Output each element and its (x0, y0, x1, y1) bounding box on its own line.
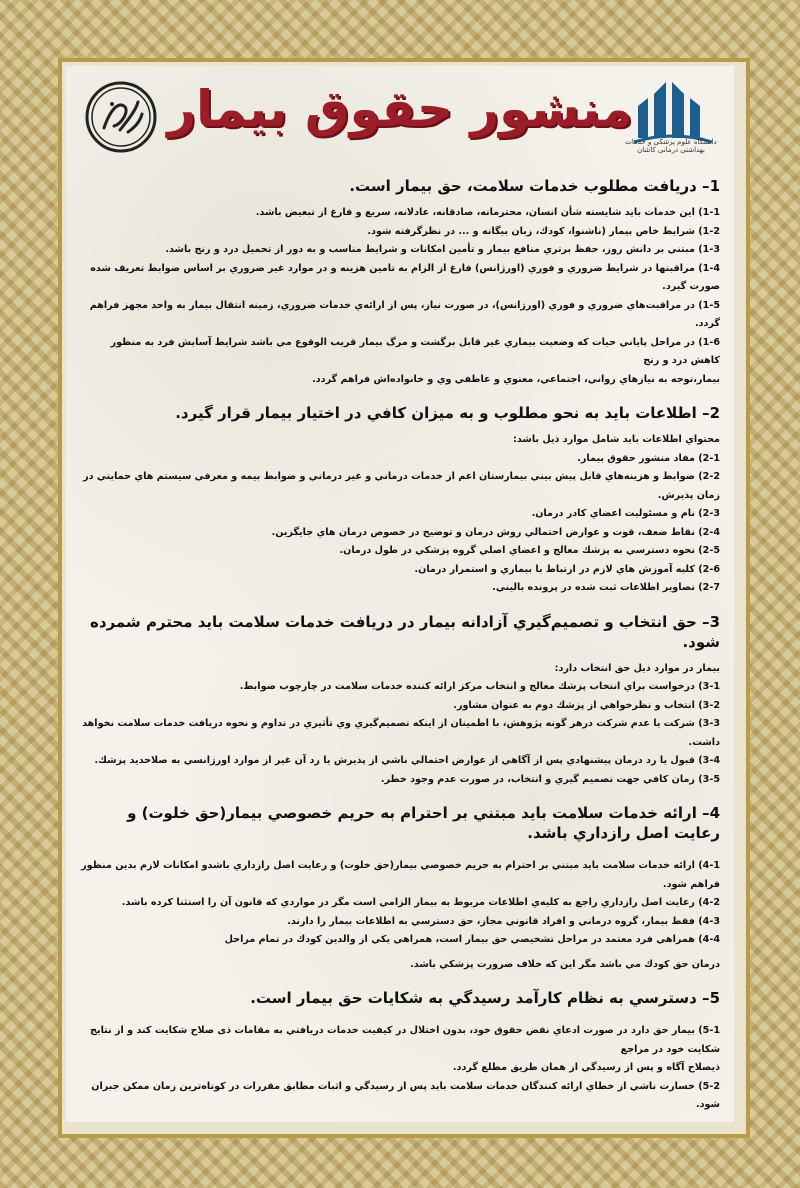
list-item: 2-2) ضوابط و هزينه‌هاي قابل پيش بيني بيمارستان اعم از خدمات درماني و غير درماني و ضوابط بيمه و معرفي سيستم هاي حمايتي در زمان پذيرش. (83, 471, 720, 501)
page-title: منشور حقوق بيمار (167, 80, 633, 138)
list-item: ذيصلاح آگاه و پس از رسيدگي از همان طريق مطلع گردد. (452, 1062, 720, 1073)
charter-document (66, 66, 734, 1122)
list-item: 5-1) بيمار حق دارد در صورت ادعاي نقض حقوق خود، بدون اختلال در كيفيت خدمات دريافتي به مقامات ذی صلاح شكايت كند و از نتايج شكايت خود در مراجع (90, 1025, 720, 1055)
list-item: 2-3) نام و مسئوليت اعضاي كادر درمان. (531, 508, 720, 519)
list-item: 1-3) مبتني بر دانش روز، حفظ برتري منافع بيمار و تأمين امكانات و شرايط مناسب و به دور از تحميل درد و رنج باشد. (165, 244, 720, 255)
list-item: 2-1) مفاد منشور حقوق بيمار. (577, 452, 720, 464)
section-heading: 1– دريافت مطلوب خدمات سلامت، حق بيمار است. (349, 177, 720, 195)
list-item: 4-4) همراهي فرد معتمد در مراحل تشخيصي حق بيمار است، همراهي يكي از والدين كودك در تمام مراحل (224, 934, 720, 945)
list-item: 1-4) مراقبتها در شرايط ضروري و فوري (اورژانس) فارغ از الزام به تامين هزينه و در موارد غير ضروري بر اساس ضوابط تعريف شده صورت گيرد. (90, 262, 720, 292)
list-item: 3-1) درخواست براي انتخاب پزشك معالج و انتخاب مركز ارائه كننده خدمات سلامت در چارچوب ضوابط. (239, 681, 720, 692)
list-item: 3-4) قبول يا رد درمان پيشنهادي پس از آگاهي از عوارض احتمالي ناشي از پذيرش يا رد آن غير از موارد اورژانسي به صلاحديد پزشك. (94, 755, 720, 766)
list-item: 1-5) در مراقبت‌هاي ضروري و فوري (اورژانس)، در صورت نياز، پس از ارائه‌ي خدمات ضروري، زمينه انتقال بيمار به واحد مجهز فراهم گردد. (89, 299, 720, 329)
list-item: 2-5) نحوه دسترسي به پزشك معالج و اعضاي اصلي گروه پزشكي در طول درمان. (339, 545, 720, 556)
list-item: 4-3) فقط بيمار، گروه درماني و افراد قانوني مجاز، حق دسترسي به اطلاعات بيمار را دارند. (287, 915, 720, 927)
list-item: 2-4) نقاط ضعف، قوت و عوارض احتمالي روش درمان و توضيح در خصوص درمان هاي جايگزين. (271, 526, 720, 538)
list-item: 5-2) خسارت ناشي از خطاي ارائه كنندگان خدمات سلامت بايد پس از رسيدگي و اثبات مطابق مقررات در كوتاه‌ترين زمان ممكن جبران شود. (91, 1080, 720, 1110)
emblem-caption: دانشگاه علوم پزشکی و خدمات بهداشتی درمانی کاشان (625, 138, 717, 154)
list-item: 4-1) ارائه خدمات سلامت بايد مبتني بر احترام به حريم خصوصي بيمار(حق خلوت) و رعايت اصل رازداري باشدو امكانات لازم بدين منظور فراهم شود. (81, 860, 720, 890)
section-heading: 4– ارائه خدمات سلامت بايد مبتني بر احترام به حريم خصوصي بيمار(حق خلوت) و رعايت اصل رازداري باشد. (127, 804, 720, 842)
section-heading: 5– دسترسي به نظام كارآمد رسيدگي به شكايات حق بيمار است. (250, 989, 720, 1007)
section-heading: 3– حق انتخاب و تصميم‌گيري آزادانه بيمار در دريافت خدمات سلامت بايد محترم شمرده شود. (90, 612, 720, 651)
list-item: 3-2) انتخاب و نظرخواهي از پزشك دوم به عنوان مشاور. (453, 699, 720, 711)
list-item: 1-2) شرايط خاص بيمار (ناشنوا، كودك، زبان بيگانه و ... در نظرگرفته شود. (367, 225, 720, 237)
list-item: 2-6) كليه آموزش هاي لازم در ارتباط با بيماري و استمرار درمان. (414, 563, 720, 575)
list-item: 1-6) در مراحل پاياني حيات كه وضعيت بيماري غير قابل برگشت و مرگ بيمار قريب الوقوع مي باشد شرايط آسايش فرد به منظور كاهش درد و رنج (110, 336, 720, 366)
list-item: بيمار،توجه به نيازهاي رواني، اجتماعي، معنوي و عاطفي وي و خانواده‌اش فراهم گردد. (312, 373, 720, 385)
list-item: درمان حق كودك مي باشد مگر اين كه خلاف ضرورت پزشكي باشد. (410, 958, 720, 970)
document-header (66, 66, 734, 166)
list-item: محتواي اطلاعات بايد شامل موارد ذيل باشد: (513, 434, 720, 445)
section-heading: 2– اطلاعات بايد به نحو مطلوب و به ميزان كافي در اختيار بيمار قرار گيرد. (175, 404, 720, 422)
list-item: 3-3) شركت يا عدم شركت درهر گونه پژوهش، با اطمينان از اينكه تصميم‌گيري وي تأثيري در تداوم و نحوه دريافت خدمات سلامت نخواهد داشت. (82, 718, 720, 748)
list-item: 4-2) رعايت اصل رازداري راجع به كليه‌ي اطلاعات مربوط به بيمار الزامي است مگر در مواردي كه قانون آن را استثنا كرده باشد. (121, 897, 720, 908)
list-item: 3-5) زمان كافي جهت تصميم گيري و انتخاب، در صورت عدم وجود خطر. (380, 773, 720, 785)
list-item: بيمار در موارد ذيل حق انتخاب دارد: (554, 662, 720, 674)
charter-content (80, 176, 720, 1115)
list-item: 2-7) تصاوير اطلاعات ثبت شده در پرونده باليني. (492, 582, 720, 593)
list-item: 1-1) اين خدمات بايد شايسته شأن انسان، محترمانه، صادقانه، عادلانه، سريع و فارغ از تبعيض باشد. (255, 207, 720, 218)
